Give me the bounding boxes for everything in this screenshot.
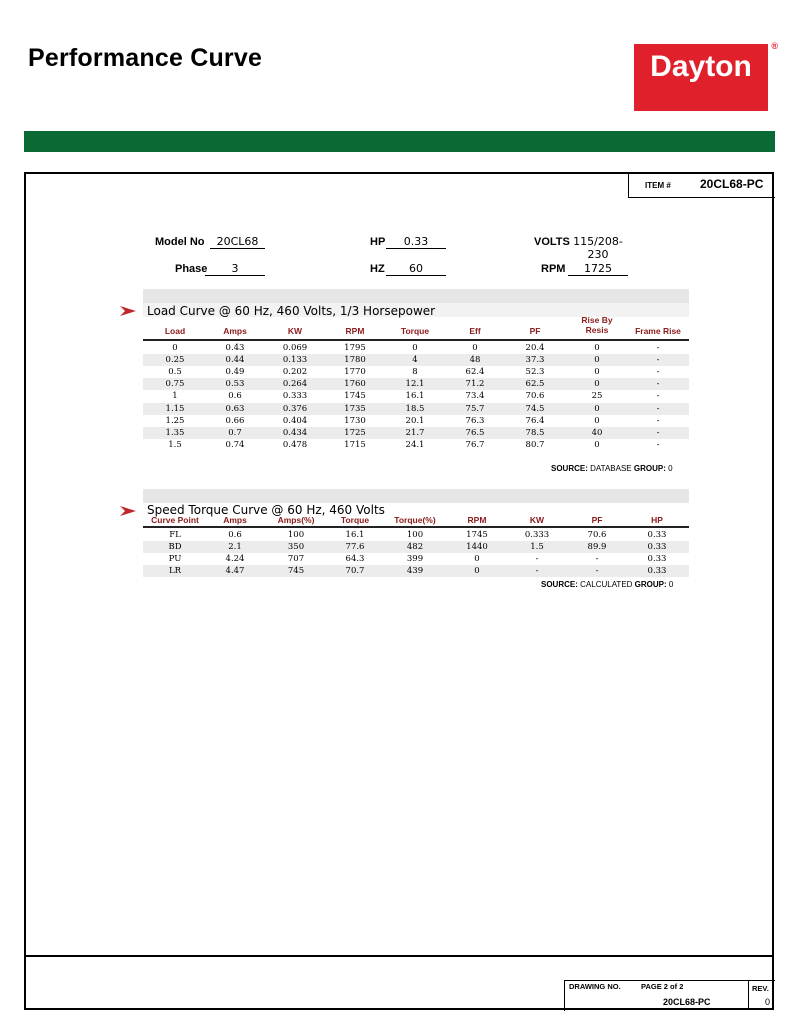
load-cell: 0.478 bbox=[282, 439, 308, 450]
load-cell: 1.35 bbox=[165, 427, 185, 438]
load-header-frame-rise: Frame Rise bbox=[635, 326, 681, 336]
st-cell: 70.7 bbox=[345, 566, 365, 576]
load-cell: 1715 bbox=[344, 439, 366, 450]
load-row bbox=[143, 342, 689, 354]
st-cell: 100 bbox=[406, 530, 424, 540]
load-header-rpm: RPM bbox=[345, 326, 365, 336]
dayton-logo bbox=[634, 41, 778, 111]
speed-torque-band bbox=[143, 489, 689, 503]
st-cell: - bbox=[595, 566, 599, 576]
load-cell: 73.4 bbox=[465, 391, 485, 402]
page-label: PAGE 2 of 2 bbox=[641, 982, 684, 991]
st-cell: 0.33 bbox=[647, 542, 667, 552]
st-header-curve-point: Curve Point bbox=[151, 515, 199, 525]
st-cell: 1440 bbox=[466, 542, 488, 552]
st-row bbox=[143, 529, 689, 541]
load-cell: 1 bbox=[172, 391, 178, 402]
st-row bbox=[143, 565, 689, 577]
load-cell: 0.133 bbox=[282, 355, 308, 366]
st-group-value: 0 bbox=[668, 580, 674, 589]
load-row bbox=[143, 427, 689, 439]
load-cell: 76.5 bbox=[465, 427, 485, 438]
st-cell: 1745 bbox=[466, 530, 488, 540]
load-cell: 40 bbox=[591, 427, 603, 438]
st-group-label: GROUP: bbox=[634, 580, 667, 589]
hp-label: HP bbox=[370, 236, 386, 248]
load-cell: - bbox=[656, 379, 660, 390]
st-header-hp: HP bbox=[651, 515, 663, 525]
speed-torque-table bbox=[143, 514, 689, 584]
load-cell: 0.264 bbox=[282, 379, 308, 390]
load-cell: 37.3 bbox=[525, 355, 545, 366]
load-cell: 1730 bbox=[344, 415, 366, 426]
st-cell: 16.1 bbox=[345, 530, 365, 540]
model-no-value: 20CL68 bbox=[210, 235, 265, 249]
load-cell: 0.66 bbox=[225, 415, 245, 426]
st-cell: 1.5 bbox=[530, 542, 544, 552]
load-header-eff: Eff bbox=[469, 326, 481, 336]
st-cell: 0 bbox=[474, 554, 480, 564]
load-cell: 12.1 bbox=[405, 379, 425, 390]
load-cell: 1760 bbox=[344, 379, 366, 390]
load-cell: - bbox=[656, 439, 660, 450]
st-cell: PU bbox=[168, 554, 182, 564]
load-cell: 20.4 bbox=[525, 343, 545, 353]
speed-torque-title: Speed Torque Curve @ 60 Hz, 460 Volts bbox=[147, 503, 385, 517]
load-cell: 0.53 bbox=[225, 379, 245, 390]
load-cell: 0.202 bbox=[282, 367, 308, 378]
load-cell: 1725 bbox=[344, 427, 366, 438]
st-cell: 707 bbox=[287, 554, 305, 564]
load-cell: 16.1 bbox=[405, 391, 425, 402]
hz-value: 60 bbox=[386, 262, 446, 276]
load-group-label: GROUP: bbox=[633, 464, 666, 473]
load-cell: - bbox=[656, 367, 660, 378]
load-cell: 1780 bbox=[344, 355, 366, 366]
st-cell: - bbox=[535, 554, 539, 564]
st-cell: FL bbox=[169, 530, 181, 540]
load-cell: 78.5 bbox=[525, 427, 545, 438]
st-header-amps: Amps bbox=[223, 515, 247, 525]
load-cell: 25 bbox=[591, 391, 603, 402]
st-row bbox=[143, 541, 689, 553]
st-cell: 70.6 bbox=[587, 530, 607, 540]
load-cell: 21.7 bbox=[405, 427, 425, 438]
st-source-label: SOURCE: bbox=[541, 580, 578, 589]
load-cell: 0.74 bbox=[225, 439, 245, 450]
load-group-value: 0 bbox=[668, 464, 673, 473]
st-header-torque: Torque bbox=[340, 515, 370, 525]
load-cell: 1735 bbox=[344, 403, 366, 414]
st-cell: 0.33 bbox=[647, 554, 667, 564]
load-cell: - bbox=[656, 403, 660, 414]
drawing-no-value: 20CL68-PC bbox=[663, 997, 711, 1007]
footer-rule bbox=[24, 955, 774, 957]
load-cell: 71.2 bbox=[465, 379, 485, 390]
st-header-amps-pct: Amps(%) bbox=[277, 515, 315, 525]
load-cell: 0.5 bbox=[168, 367, 182, 378]
rev-label: REV. bbox=[752, 984, 769, 993]
load-cell: 0 bbox=[172, 343, 178, 353]
load-cell: 0 bbox=[594, 439, 600, 450]
load-cell: 0.6 bbox=[228, 391, 242, 402]
load-cell: 0 bbox=[472, 343, 478, 353]
load-cell: 0.25 bbox=[165, 355, 185, 366]
load-cell: 0.7 bbox=[228, 427, 242, 438]
load-cell: 1745 bbox=[344, 391, 366, 402]
load-cell: 0 bbox=[594, 415, 600, 426]
item-label: ITEM # bbox=[645, 181, 671, 190]
st-cell: 350 bbox=[287, 542, 305, 552]
load-cell: 48 bbox=[469, 355, 481, 366]
load-cell: 70.6 bbox=[525, 391, 545, 402]
load-cell: 0.333 bbox=[282, 391, 308, 402]
load-cell: - bbox=[656, 427, 660, 438]
rpm-value: 1725 bbox=[568, 262, 628, 276]
load-cell: 1770 bbox=[344, 367, 366, 378]
st-cell: - bbox=[535, 566, 539, 576]
load-source-line bbox=[551, 464, 673, 473]
load-cell: 20.1 bbox=[405, 415, 425, 426]
registered-mark: ® bbox=[771, 41, 778, 51]
load-cell: 0.49 bbox=[225, 367, 245, 378]
load-cell: 0 bbox=[594, 367, 600, 378]
load-cell: 62.5 bbox=[525, 379, 545, 390]
load-cell: 0.63 bbox=[225, 403, 245, 414]
load-cell: 0 bbox=[594, 343, 600, 353]
load-header-amps: Amps bbox=[223, 326, 247, 336]
load-header-rise-by-resis: Rise By Resis bbox=[581, 315, 613, 335]
st-cell: 482 bbox=[406, 542, 424, 552]
st-cell: 64.3 bbox=[345, 554, 365, 564]
load-cell: 0.75 bbox=[165, 379, 185, 390]
load-table-rule bbox=[143, 339, 689, 341]
st-cell: 100 bbox=[287, 530, 305, 540]
load-cell: 76.4 bbox=[525, 415, 545, 426]
green-divider-bar bbox=[24, 131, 775, 152]
rev-value: 0 bbox=[765, 997, 771, 1007]
drawing-no-label: DRAWING NO. bbox=[569, 982, 621, 991]
st-row bbox=[143, 553, 689, 565]
st-cell: 399 bbox=[406, 554, 424, 564]
load-cell: 76.3 bbox=[465, 415, 485, 426]
rev-divider bbox=[748, 980, 749, 1010]
st-cell: LR bbox=[168, 566, 182, 576]
section-arrow-icon bbox=[120, 506, 136, 516]
st-cell: - bbox=[595, 554, 599, 564]
phase-value: 3 bbox=[205, 262, 265, 276]
st-cell: 0.6 bbox=[228, 530, 242, 540]
page-title: Performance Curve bbox=[28, 44, 263, 72]
load-cell: - bbox=[656, 355, 660, 366]
load-cell: 0 bbox=[594, 355, 600, 366]
st-cell: 0.33 bbox=[647, 566, 667, 576]
load-cell: 0.069 bbox=[282, 343, 308, 353]
st-table-rule bbox=[143, 526, 689, 528]
section-arrow-icon bbox=[120, 306, 136, 316]
load-source-value: DATABASE bbox=[590, 464, 632, 473]
load-cell: 0 bbox=[594, 403, 600, 414]
item-number: 20CL68-PC bbox=[700, 177, 764, 191]
load-row bbox=[143, 439, 689, 451]
st-cell: 4.47 bbox=[225, 566, 245, 576]
load-row bbox=[143, 354, 689, 366]
load-row bbox=[143, 403, 689, 415]
load-cell: 80.7 bbox=[525, 439, 545, 450]
st-header-torque-pct: Torque(%) bbox=[394, 515, 436, 525]
load-cell: 74.5 bbox=[525, 403, 545, 414]
st-source-line bbox=[541, 580, 673, 589]
load-curve-band bbox=[143, 289, 689, 303]
load-cell: 8 bbox=[412, 367, 418, 378]
hz-label: HZ bbox=[370, 263, 385, 275]
load-cell: 4 bbox=[412, 355, 418, 366]
load-cell: 1.25 bbox=[165, 415, 185, 426]
load-cell: 0.43 bbox=[225, 343, 245, 353]
load-row bbox=[143, 378, 689, 390]
load-row bbox=[143, 390, 689, 402]
volts-label: VOLTS bbox=[534, 236, 570, 248]
st-cell: 745 bbox=[287, 566, 305, 576]
load-source-label: SOURCE: bbox=[551, 464, 588, 473]
load-row bbox=[143, 415, 689, 427]
load-cell: 0.404 bbox=[282, 415, 308, 426]
st-cell: 439 bbox=[406, 566, 424, 576]
load-cell: - bbox=[656, 415, 660, 426]
st-cell: 0 bbox=[474, 566, 480, 576]
hp-value: 0.33 bbox=[386, 235, 446, 249]
st-header-kw: KW bbox=[529, 515, 545, 525]
load-header-kw: KW bbox=[287, 326, 303, 336]
load-cell: 76.7 bbox=[465, 439, 485, 450]
st-cell: BD bbox=[168, 542, 182, 552]
model-no-label: Model No bbox=[155, 236, 205, 248]
load-cell: 1.15 bbox=[165, 403, 185, 414]
load-cell: 18.5 bbox=[405, 403, 425, 414]
load-cell: 52.3 bbox=[525, 367, 545, 378]
st-cell: 0.333 bbox=[524, 530, 550, 540]
st-source-value: CALCULATED bbox=[580, 580, 633, 589]
load-curve-title: Load Curve @ 60 Hz, 460 Volts, 1/3 Horsepower bbox=[147, 304, 436, 318]
load-cell: - bbox=[656, 343, 660, 353]
load-cell: 0.44 bbox=[225, 355, 245, 366]
st-header-pf: PF bbox=[591, 515, 603, 525]
st-cell: 89.9 bbox=[587, 542, 607, 552]
st-cell: 2.1 bbox=[228, 542, 242, 552]
load-cell: 0.434 bbox=[282, 427, 308, 438]
rpm-label: RPM bbox=[541, 263, 566, 275]
load-cell: 62.4 bbox=[465, 367, 485, 378]
load-cell: 0 bbox=[412, 343, 418, 353]
load-header-torque: Torque bbox=[400, 326, 430, 336]
load-cell: - bbox=[656, 391, 660, 402]
load-cell: 0 bbox=[594, 379, 600, 390]
st-cell: 0.33 bbox=[647, 530, 667, 540]
load-curve-table bbox=[143, 315, 689, 465]
load-cell: 0.376 bbox=[282, 403, 308, 414]
load-cell: 75.7 bbox=[465, 403, 485, 414]
st-cell: 77.6 bbox=[345, 542, 365, 552]
load-row bbox=[143, 366, 689, 378]
load-cell: 1795 bbox=[344, 343, 366, 353]
volts-value: 115/208-230 bbox=[573, 235, 623, 261]
load-header-pf: PF bbox=[529, 326, 541, 336]
load-cell: 1.5 bbox=[168, 439, 182, 450]
st-cell: 4.24 bbox=[225, 554, 245, 564]
logo-text: Dayton bbox=[650, 50, 752, 83]
phase-label: Phase bbox=[175, 263, 208, 275]
load-header-load: Load bbox=[164, 326, 186, 336]
st-header-rpm: RPM bbox=[467, 515, 487, 525]
load-cell: 24.1 bbox=[405, 439, 425, 450]
